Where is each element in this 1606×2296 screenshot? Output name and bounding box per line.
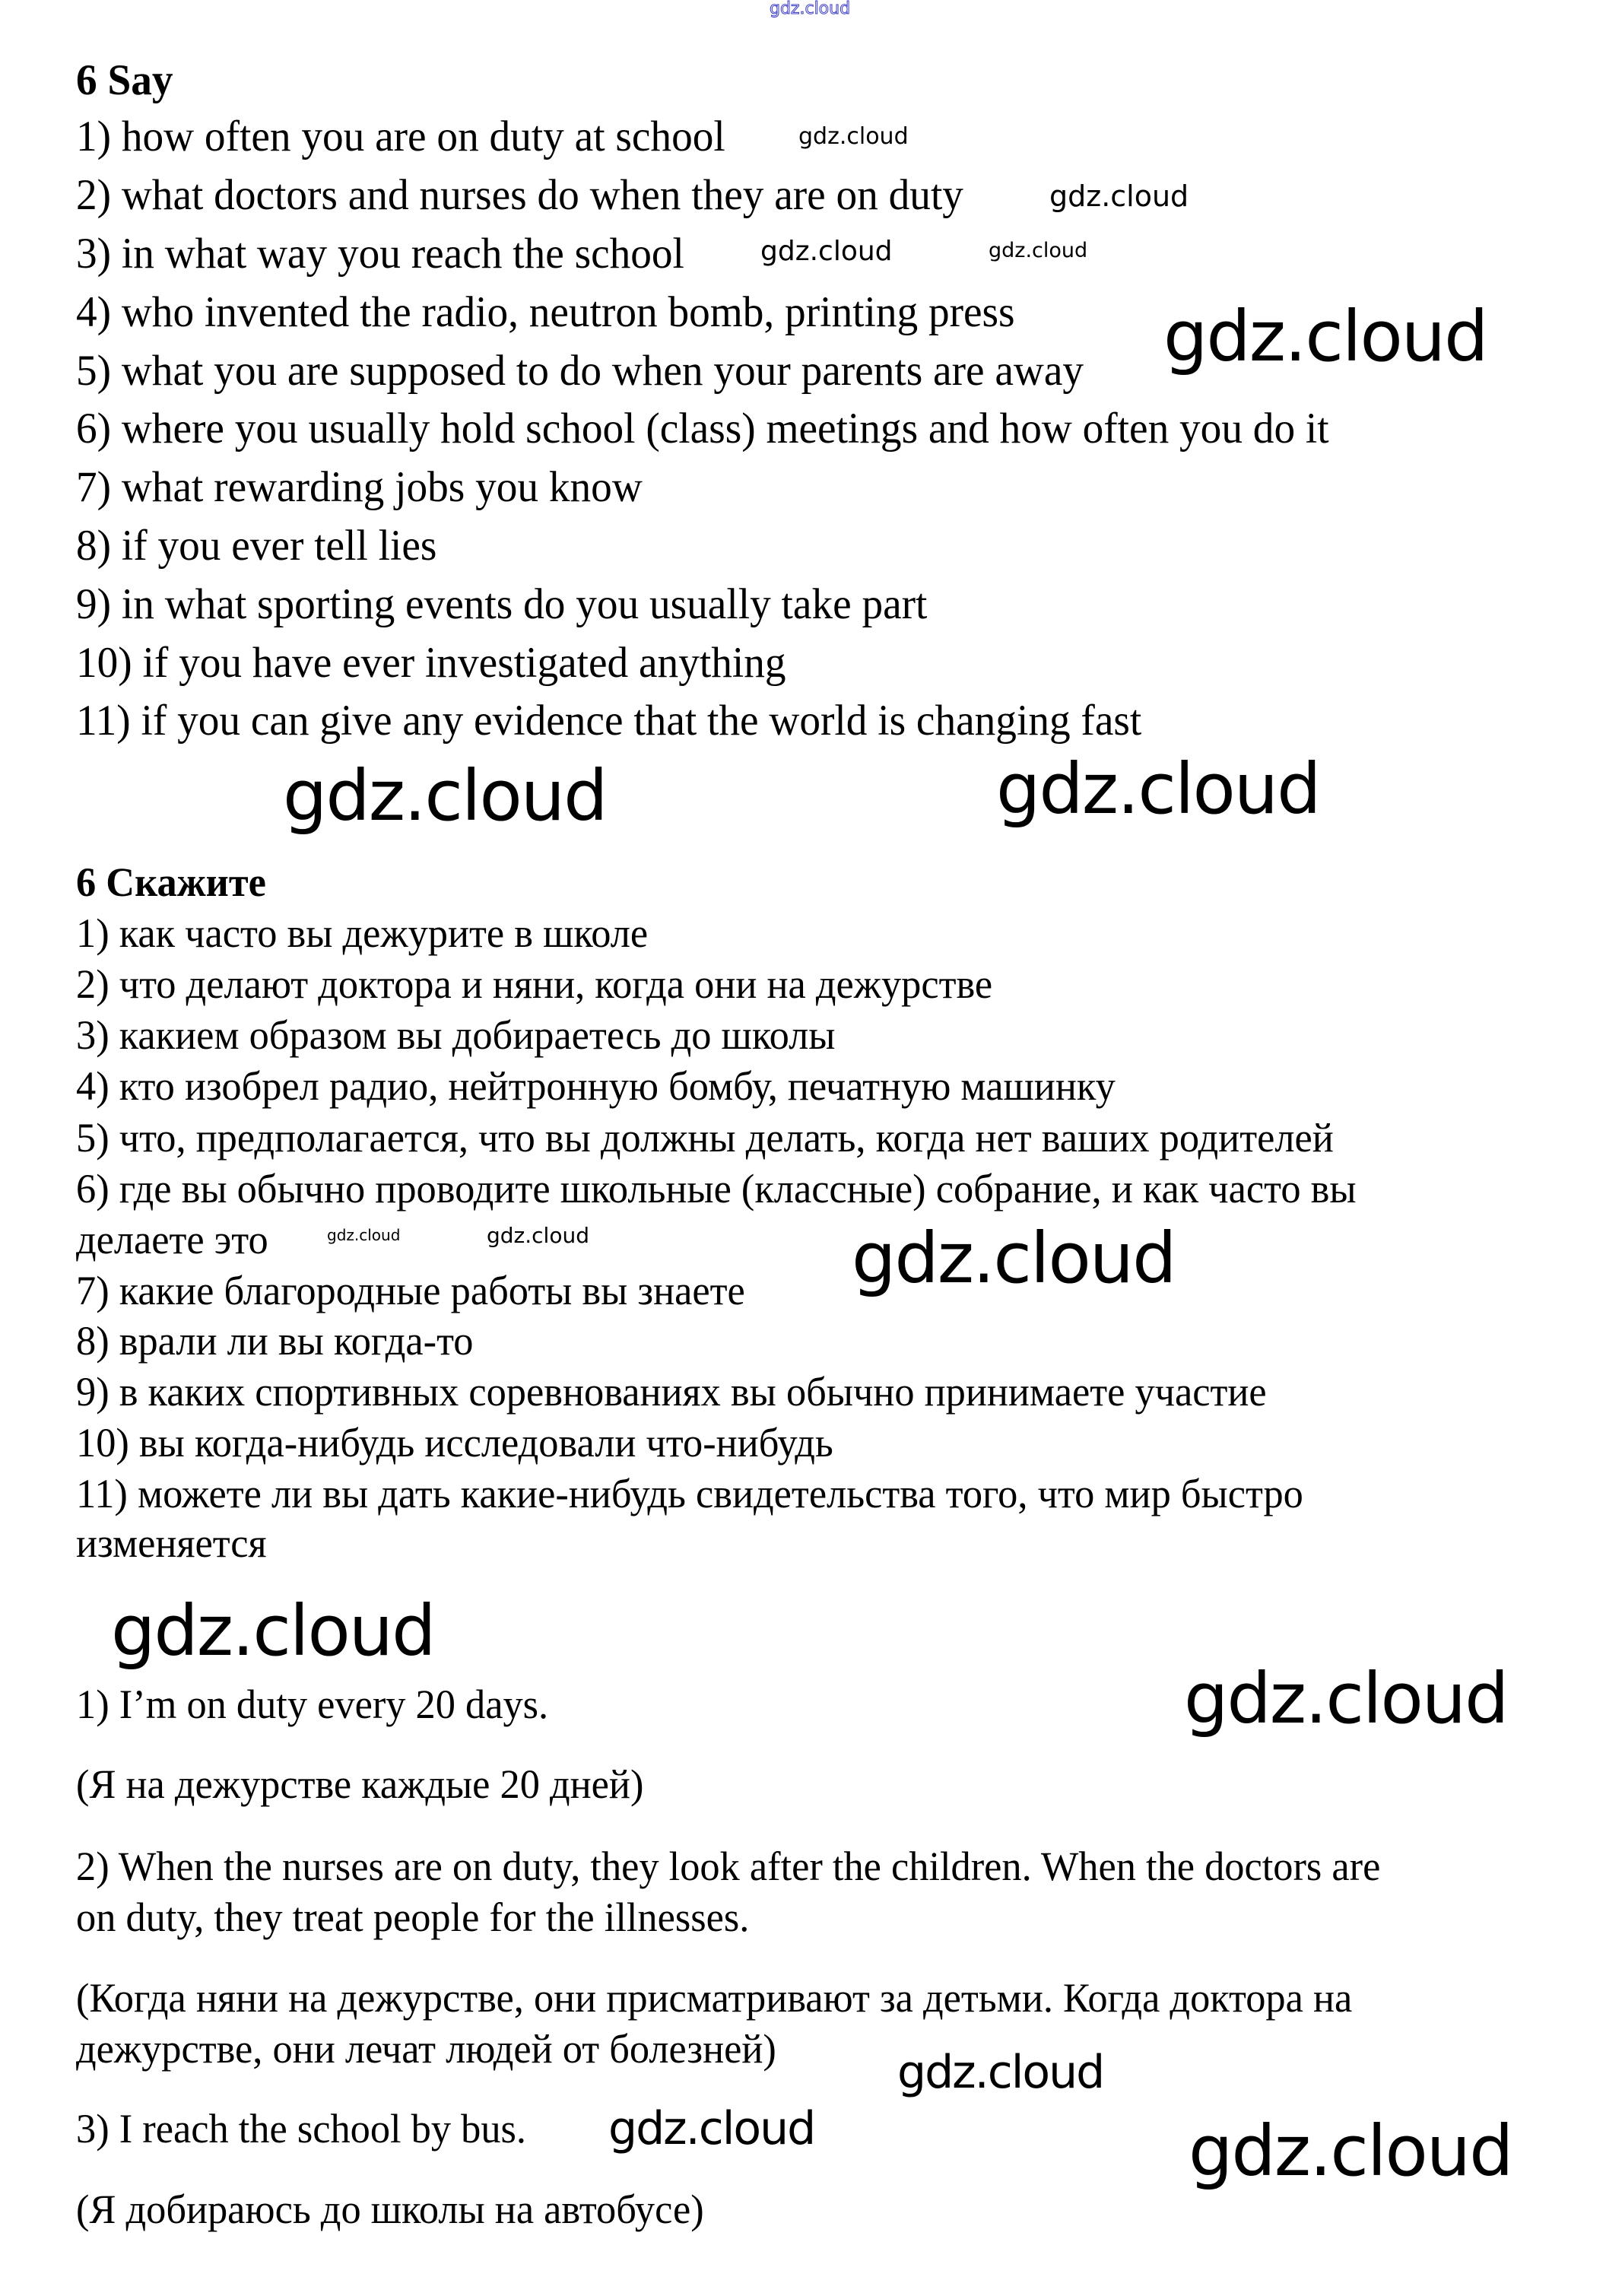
watermark: gdz.cloud [852, 1218, 1176, 1299]
watermark: gdz.cloud [1163, 296, 1487, 377]
english-item: 1) how often you are on duty at school [76, 113, 725, 160]
russian-item: 8) врали ли вы когда-то [76, 1318, 474, 1364]
english-title: 6 Say [76, 56, 173, 104]
english-item: 6) where you usually hold school (class) meetings and how often you do it [76, 405, 1329, 453]
watermark: gdz.cloud [798, 123, 909, 150]
english-item: 10) if you have ever investigated anything [76, 639, 786, 687]
english-item: 7) what rewarding jobs you know [76, 463, 643, 511]
russian-item: 4) кто изобрел радио, нейтронную бомбу, печатную машинку [76, 1063, 1116, 1109]
russian-title: 6 Скажите [76, 859, 266, 905]
russian-item: 5) что, предполагается, что вы должны делать, когда нет ваших родителей [76, 1115, 1334, 1161]
watermark: gdz.cloud [996, 748, 1320, 830]
answer-line: (Когда няни на дежурстве, они присматривают за детьми. Когда доктора на [76, 1975, 1353, 2021]
answer-line: 2) When the nurses are on duty, they look after the children. When the doctors are [76, 1843, 1381, 1889]
russian-item: делаете это [76, 1217, 268, 1262]
russian-item: 3) какием образом вы добираетесь до школы [76, 1012, 836, 1058]
watermark: gdz.cloud [487, 1223, 589, 1248]
russian-item: 11) можете ли вы дать какие-нибудь свидетельства того, что мир быстро [76, 1471, 1303, 1516]
russian-item: 1) как часто вы дежурите в школе [76, 910, 649, 956]
watermark: gdz.cloud [760, 236, 893, 267]
answer-line: дежурстве, они лечат людей от болезней) [76, 2026, 776, 2072]
russian-item: 9) в каких спортивных соревнованиях вы обычно принимаете участие [76, 1369, 1267, 1415]
watermark: gdz.cloud [1049, 179, 1189, 213]
answer-line: on duty, they treat people for the illnesses. [76, 1894, 750, 1940]
answer-line: (Я добираюсь до школы на автобусе) [76, 2186, 704, 2232]
russian-item: 10) вы когда-нибудь исследовали что-нибудь [76, 1420, 833, 1466]
answer-line: 3) I reach the school by bus. [76, 2106, 527, 2152]
english-item: 4) who invented the radio, neutron bomb, printing press [76, 288, 1015, 336]
russian-item: 7) какие благородные работы вы знаете [76, 1268, 745, 1313]
english-item: 8) if you ever tell lies [76, 522, 437, 570]
watermark: gdz.cloud [327, 1226, 401, 1244]
watermark: gdz.cloud [608, 2102, 815, 2155]
english-item: 5) what you are supposed to do when your parents are away [76, 347, 1084, 395]
answer-line: 1) I’m on duty every 20 days. [76, 1682, 549, 1727]
english-item: 3) in what way you reach the school [76, 230, 684, 278]
watermark: gdz.cloud [897, 2046, 1104, 2099]
watermark: gdz.cloud [111, 1590, 435, 1672]
answer-line: (Я на дежурстве каждые 20 дней) [76, 1761, 644, 1807]
english-item: 11) if you can give any evidence that the world is changing fast [76, 697, 1142, 745]
english-item: 9) in what sporting events do you usually take part [76, 580, 928, 628]
watermark: gdz.cloud [1184, 1658, 1508, 1739]
russian-item: 2) что делают доктора и няни, когда они на дежурстве [76, 961, 993, 1007]
watermark: gdz.cloud [1189, 2110, 1512, 2192]
watermark: gdz.cloud [283, 755, 607, 837]
watermark: gdz.cloud [770, 0, 851, 18]
english-item: 2) what doctors and nurses do when they are on duty [76, 171, 963, 219]
russian-item: изменяется [76, 1520, 267, 1566]
watermark: gdz.cloud [989, 239, 1088, 262]
russian-item: 6) где вы обычно проводите школьные (классные) собрание, и как часто вы [76, 1166, 1357, 1212]
